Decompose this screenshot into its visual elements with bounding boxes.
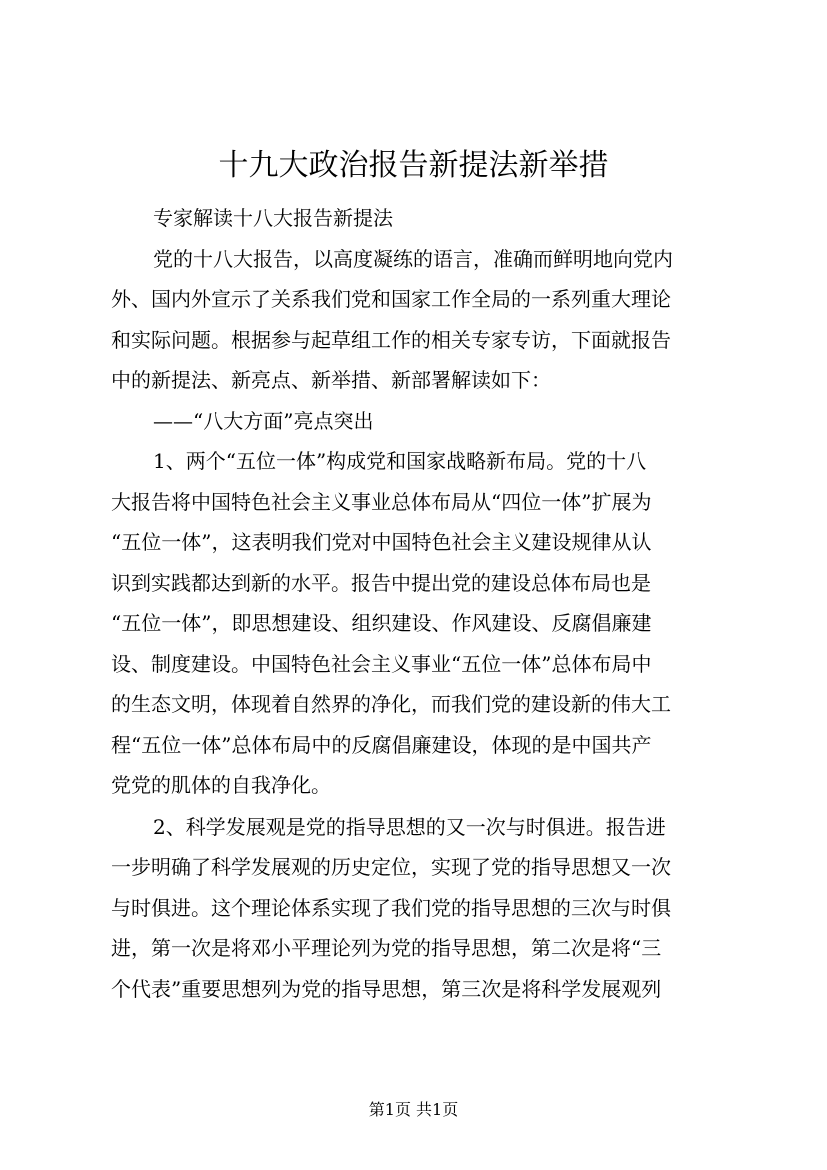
paragraph-line: 的生态文明，体现着自然界的净化，而我们党的建设新的伟大工 bbox=[111, 692, 671, 716]
section-heading: ——“八大方面”亮点突出 bbox=[153, 408, 374, 433]
paragraph-line: 中的新提法、新亮点、新举措、新部署解读如下： bbox=[111, 368, 551, 392]
paragraph-line: 识到实践都达到新的水平。报告中提出党的建设总体布局也是 bbox=[111, 570, 651, 595]
paragraph-line: 与时俱进。这个理论体系实现了我们党的指导思想的三次与时俱 bbox=[111, 895, 671, 920]
document-title: 十九大政治报告新提法新举措 bbox=[218, 148, 609, 183]
paragraph-line: 和实际问题。根据参与起草组工作的相关专家专访，下面就报告 bbox=[111, 327, 671, 352]
paragraph-line: 大报告将中国特色社会主义事业总体布局从“四位一体”扩展为 bbox=[111, 489, 652, 514]
paragraph-line: 党党的肌体的自我净化。 bbox=[111, 773, 331, 797]
paragraph-line: 个代表”重要思想列为党的指导思想，第三次是将科学发展观列 bbox=[111, 976, 662, 1001]
subtitle-line: 专家解读十八大报告新提法 bbox=[153, 206, 393, 230]
paragraph-line: “五位一体”，即思想建设、组织建设、作风建设、反腐倡廉建 bbox=[111, 611, 652, 635]
paragraph-line: 程“五位一体”总体布局中的反腐倡廉建设，体现的是中国共产 bbox=[111, 732, 652, 757]
paragraph-line: “五位一体”，这表明我们党对中国特色社会主义建设规律从认 bbox=[111, 530, 652, 554]
paragraph-line: 2、科学发展观是党的指导思想的又一次与时俱进。报告进 bbox=[153, 814, 666, 839]
paragraph-line: 设、制度建设。中国特色社会主义事业“五位一体”总体布局中 bbox=[111, 651, 652, 676]
paragraph-line: 1、两个“五位一体”构成党和国家战略新布局。党的十八 bbox=[153, 449, 647, 473]
page-footer: 第1页 共1页 bbox=[368, 1100, 459, 1119]
paragraph-line: 党的十八大报告，以高度凝练的语言，准确而鲜明地向党内 bbox=[153, 246, 673, 271]
document-body bbox=[111, 198, 727, 1009]
paragraph-line: 外、国内外宣示了关系我们党和国家工作全局的一系列重大理论 bbox=[111, 287, 671, 311]
paragraph-line: 进，第一次是将邓小平理论列为党的指导思想，第二次是将“三 bbox=[111, 936, 662, 960]
paragraph-line: 一步明确了科学发展观的历史定位，实现了党的指导思想又一次 bbox=[111, 855, 671, 879]
